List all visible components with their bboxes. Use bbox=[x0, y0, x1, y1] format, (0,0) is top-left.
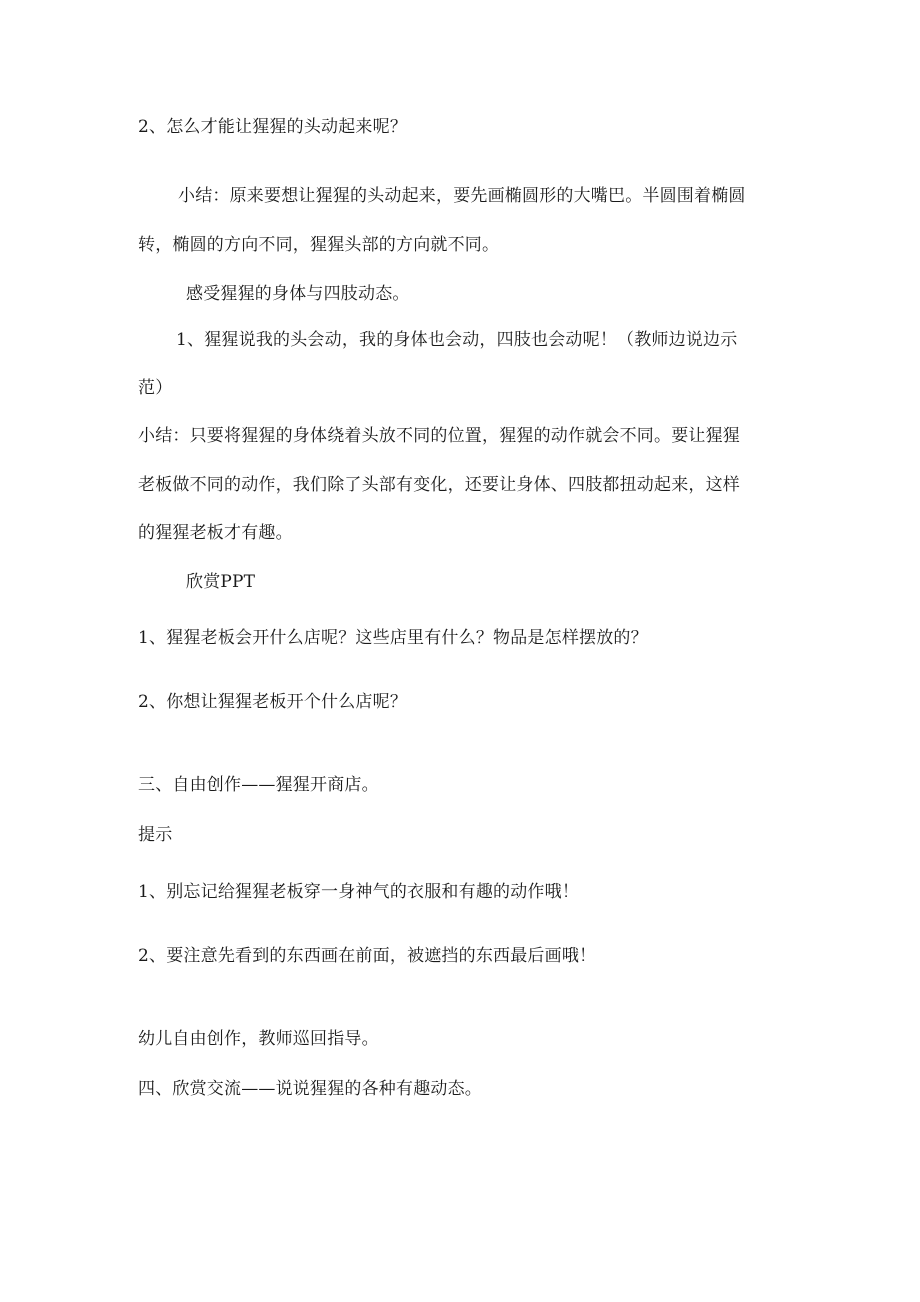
free-creation-note: 幼儿自由创作，教师巡回指导。 bbox=[138, 1029, 379, 1049]
tips-heading: 提示 bbox=[138, 825, 173, 845]
tip-1: 1、别忘记给猩猩老板穿一身神气的衣服和有趣的动作哦！ bbox=[138, 882, 580, 902]
section-appreciate-ppt: 欣赏PPT bbox=[186, 572, 256, 592]
section-3-free-creation: 三、自由创作——猩猩开商店。 bbox=[138, 775, 379, 795]
tip-2: 2、要注意先看到的东西画在前面，被遮挡的东西最后画哦！ bbox=[138, 946, 597, 966]
summary-1-line-1: 小结：原来要想让猩猩的头动起来，要先画椭圆形的大嘴巴。半圆围着椭圆 bbox=[178, 186, 746, 206]
item-1-body-move-line-1: 1、猩猩说我的头会动，我的身体也会动，四肢也会动呢！（教师边说边示 bbox=[176, 330, 738, 350]
summary-1-line-2: 转，椭圆的方向不同，猩猩头部的方向就不同。 bbox=[138, 235, 500, 255]
summary-2-line-1: 小结：只要将猩猩的身体绕着头放不同的位置，猩猩的动作就会不同。要让猩猩 bbox=[138, 426, 740, 446]
summary-2-line-3: 的猩猩老板才有趣。 bbox=[138, 523, 293, 543]
question-2-head-move: 2、怎么才能让猩猩的头动起来呢？ bbox=[138, 117, 408, 137]
question-2-shop: 2、你想让猩猩老板开个什么店呢？ bbox=[138, 692, 408, 712]
section-4-appreciation: 四、欣赏交流——说说猩猩的各种有趣动态。 bbox=[138, 1079, 482, 1099]
summary-2-line-2: 老板做不同的动作，我们除了头部有变化，还要让身体、四肢都扭动起来，这样 bbox=[138, 475, 740, 495]
item-1-body-move-line-2: 范） bbox=[138, 378, 173, 398]
section-body-limbs: 感受猩猩的身体与四肢动态。 bbox=[186, 284, 410, 304]
question-1-shop: 1、猩猩老板会开什么店呢？这些店里有什么？物品是怎样摆放的？ bbox=[138, 628, 648, 648]
